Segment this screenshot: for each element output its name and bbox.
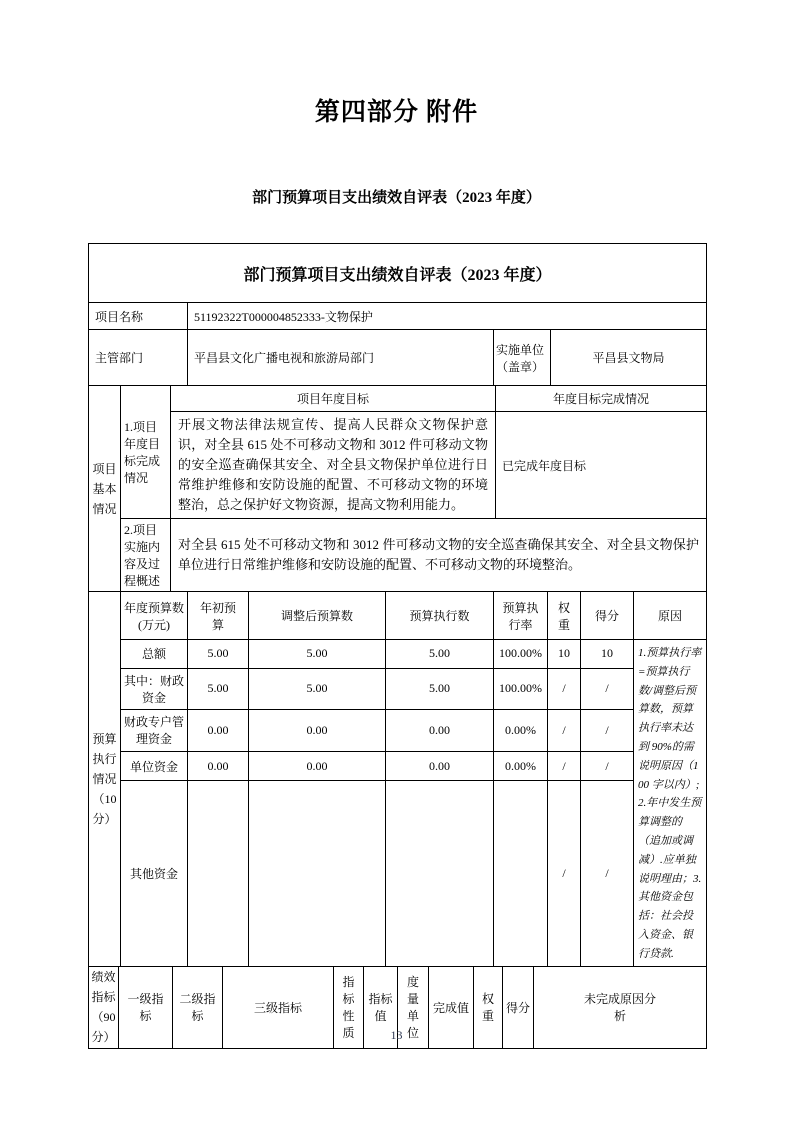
indicators-section-label: 绩效指标（90分） [89, 966, 119, 1048]
page-number: 13 [390, 1028, 403, 1042]
budget-row-total [89, 640, 707, 669]
budget-header-weight [548, 592, 581, 640]
goal-completion-header: 年度目标完成情况 [496, 386, 707, 412]
budget-fiscal-executed: 5.00 [386, 668, 494, 709]
budget-special-adjusted: 0.00 [249, 709, 386, 752]
annual-goal-row-label: 1.项目年度目标完成情况 [121, 386, 171, 519]
table-title-section [88, 243, 707, 303]
indicator-header-score: 得分 [503, 966, 534, 1048]
budget-special-rate: 0.00% [494, 709, 548, 752]
annual-goal-text: 开展文物法律法规宣传、提高人民群众文物保护意识，对全县 615 处不可移动文物和 3012 件可移动文物的安全巡查确保其安全、对全县文物保护单位进行日常维护维修和安防设施的配置、不可移动文物的环境整治，总之保护好文物资源，提高文物利用能力。 [171, 412, 496, 519]
budget-header-executed: 预算执行数 [386, 592, 494, 640]
budget-reason-text: 1.预算执行率=预算执行数/调整后预算数，预算执行率未达到 90%的需说明原因（100 字以内）;2.年中发生预算调整的（追加或调减）.应单独说明理由；3.其他资金包括：社会投入资金、银行贷款. [634, 640, 707, 967]
indicator-header-level1: 一级指标 [119, 966, 173, 1048]
budget-other-executed [386, 781, 494, 966]
overview-section-label: 项目基本情况 [89, 386, 121, 592]
indicator-header-value-text: 指标值 [368, 992, 393, 1024]
budget-total-score: 10 [581, 640, 634, 669]
implementing-unit-label: 实施单位（盖章） [494, 330, 551, 386]
budget-fiscal-weight: / [548, 668, 581, 709]
part-title: 第四部分 附件 [314, 99, 479, 126]
indicator-header-level3: 三级指标 [223, 966, 334, 1048]
budget-special-initial: 0.00 [188, 709, 249, 752]
project-name-value: 51192322T000004852333-文物保护 [188, 303, 707, 330]
implementing-unit-value: 平昌县文物局 [551, 330, 707, 386]
budget-fiscal-rate: 100.00% [494, 668, 548, 709]
document-subtitle: 部门预算项目支出绩效自评表（2023 年度） [252, 190, 541, 206]
budget-unit-initial: 0.00 [188, 752, 249, 781]
indicator-header-nature-text: 指标性质 [342, 975, 355, 1041]
budget-fiscal-adjusted: 5.00 [249, 668, 386, 709]
budget-other-weight: / [548, 781, 581, 966]
budget-total-adjusted: 5.00 [249, 640, 386, 669]
table-title: 部门预算项目支出绩效自评表（2023 年度） [89, 244, 707, 303]
budget-other-adjusted [249, 781, 386, 966]
budget-section-label: 预算执行情况（10分） [89, 592, 121, 967]
budget-row-special-account [89, 709, 707, 752]
budget-unit-adjusted: 0.00 [249, 752, 386, 781]
budget-total-weight: 10 [548, 640, 581, 669]
budget-other-label: 其他资金 [121, 781, 188, 966]
project-name-label: 项目名称 [89, 303, 188, 330]
indicator-header-unfinished-reason-text: 未完成原因分析 [583, 992, 656, 1024]
budget-row-fiscal [89, 668, 707, 709]
budget-fiscal-initial: 5.00 [188, 668, 249, 709]
self-evaluation-table [88, 243, 706, 1049]
budget-total-executed: 5.00 [386, 640, 494, 669]
budget-special-score: / [581, 709, 634, 752]
budget-unit-score: / [581, 752, 634, 781]
budget-header-initial-text: 年初预算 [199, 600, 236, 632]
budget-unit-executed: 0.00 [386, 752, 494, 781]
budget-header-score: 得分 [581, 592, 634, 640]
budget-total-label: 总额 [121, 640, 188, 669]
budget-header-rate-text: 预算执行率 [502, 600, 539, 632]
annual-goal-header: 项目年度目标 [171, 386, 496, 412]
budget-header-weight-text: 权重 [557, 600, 570, 632]
budget-unit-label: 单位资金 [121, 752, 188, 781]
indicator-header-level2-text: 二级指标 [179, 992, 216, 1024]
indicator-header-weight-text: 权重 [481, 992, 494, 1024]
budget-total-initial: 5.00 [188, 640, 249, 669]
budget-special-executed: 0.00 [386, 709, 494, 752]
budget-header-rate [494, 592, 548, 640]
budget-other-score: / [581, 781, 634, 966]
budget-fiscal-score: / [581, 668, 634, 709]
project-overview-section [88, 385, 707, 592]
budget-header-initial [188, 592, 249, 640]
budget-fiscal-label: 其中：财政资金 [121, 668, 188, 709]
budget-special-label: 财政专户管理资金 [121, 709, 188, 752]
goal-completion-text: 已完成年度目标 [496, 412, 707, 519]
budget-other-initial [188, 781, 249, 966]
implementation-row-label: 2.项目实施内容及过程概述 [121, 519, 171, 592]
budget-row-other-funds [89, 781, 707, 966]
budget-total-rate: 100.00% [494, 640, 548, 669]
budget-header-annual: 年度预算数(万元) [121, 592, 188, 640]
indicator-header-completion: 完成值 [429, 966, 474, 1048]
budget-other-rate [494, 781, 548, 966]
department-label: 主管部门 [89, 330, 188, 386]
budget-unit-rate: 0.00% [494, 752, 548, 781]
indicator-header-unit-text: 度量单位 [406, 975, 419, 1041]
budget-execution-section [88, 591, 707, 967]
budget-special-weight: / [548, 709, 581, 752]
implementation-text: 对全县 615 处不可移动文物和 3012 件可移动文物的安全巡查确保其安全、对全县文物保护单位进行日常维护维修和安防设施的配置、不可移动文物的环境整治。 [171, 519, 707, 592]
basic-info-section [88, 302, 707, 386]
department-value: 平昌县文化广播电视和旅游局部门 [188, 330, 494, 386]
budget-header-adjusted: 调整后预算数 [249, 592, 386, 640]
budget-header-reason: 原因 [634, 592, 707, 640]
budget-row-unit-funds [89, 752, 707, 781]
budget-unit-weight: / [548, 752, 581, 781]
